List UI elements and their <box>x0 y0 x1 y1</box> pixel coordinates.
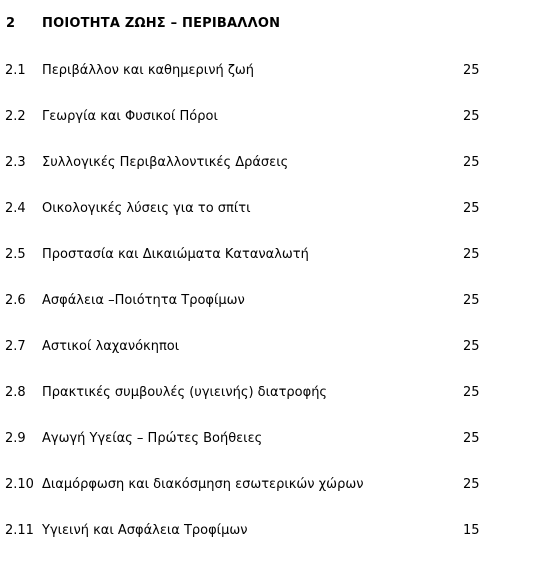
item-hours: 25 <box>463 431 480 446</box>
list-item <box>0 473 541 519</box>
item-number: 2.11 <box>5 523 34 538</box>
list-item <box>0 289 541 335</box>
item-number: 2.1 <box>5 63 26 78</box>
item-hours: 25 <box>463 109 480 124</box>
item-label: Συλλογικές Περιβαλλοντικές Δράσεις <box>42 155 289 170</box>
item-hours: 25 <box>463 63 480 78</box>
item-label: Περιβάλλον και καθημερινή ζωή <box>42 63 255 78</box>
list-item <box>0 335 541 381</box>
item-number: 2.3 <box>5 155 26 170</box>
item-label: Αστικοί λαχανόκηποι <box>42 339 180 354</box>
item-label: Διαμόρφωση και διακόσμηση εσωτερικών χώρων <box>42 477 364 492</box>
item-number: 2.9 <box>5 431 26 446</box>
item-label: Αγωγή Υγείας – Πρώτες Βοήθειες <box>42 431 263 446</box>
item-hours: 25 <box>463 293 480 308</box>
item-label: Γεωργία και Φυσικοί Πόροι <box>42 109 218 124</box>
item-label: Υγιεινή και Ασφάλεια Τροφίμων <box>42 523 248 538</box>
list-item <box>0 381 541 427</box>
item-number: 2.8 <box>5 385 26 400</box>
item-label: Ασφάλεια –Ποιότητα Τροφίμων <box>42 293 245 308</box>
list-item <box>0 197 541 243</box>
item-number: 2.2 <box>5 109 26 124</box>
item-hours: 25 <box>463 201 480 216</box>
list-item <box>0 59 541 105</box>
item-hours: 25 <box>463 155 480 170</box>
item-hours: 25 <box>463 339 480 354</box>
item-number: 2.6 <box>5 293 26 308</box>
item-hours: 25 <box>463 247 480 262</box>
list-item <box>0 151 541 197</box>
item-number: 2.10 <box>5 477 34 492</box>
item-hours: 15 <box>463 523 480 538</box>
section-header <box>0 13 541 35</box>
item-label: Προστασία και Δικαιώματα Καταναλωτή <box>42 247 309 262</box>
course-list <box>0 59 541 565</box>
item-hours: 25 <box>463 385 480 400</box>
list-item <box>0 243 541 289</box>
item-number: 2.7 <box>5 339 26 354</box>
item-label: Πρακτικές συμβουλές (υγιεινής) διατροφής <box>42 385 328 400</box>
list-item <box>0 105 541 151</box>
item-number: 2.4 <box>5 201 26 216</box>
list-item <box>0 427 541 473</box>
item-hours: 25 <box>463 477 480 492</box>
item-number: 2.5 <box>5 247 26 262</box>
list-item <box>0 519 541 565</box>
item-label: Οικολογικές λύσεις για το σπίτι <box>42 201 251 216</box>
section-title: ΠΟΙΟΤΗΤΑ ΖΩΗΣ – ΠΕΡΙΒΑΛΛΟΝ <box>42 16 281 31</box>
section-number: 2 <box>6 16 16 31</box>
